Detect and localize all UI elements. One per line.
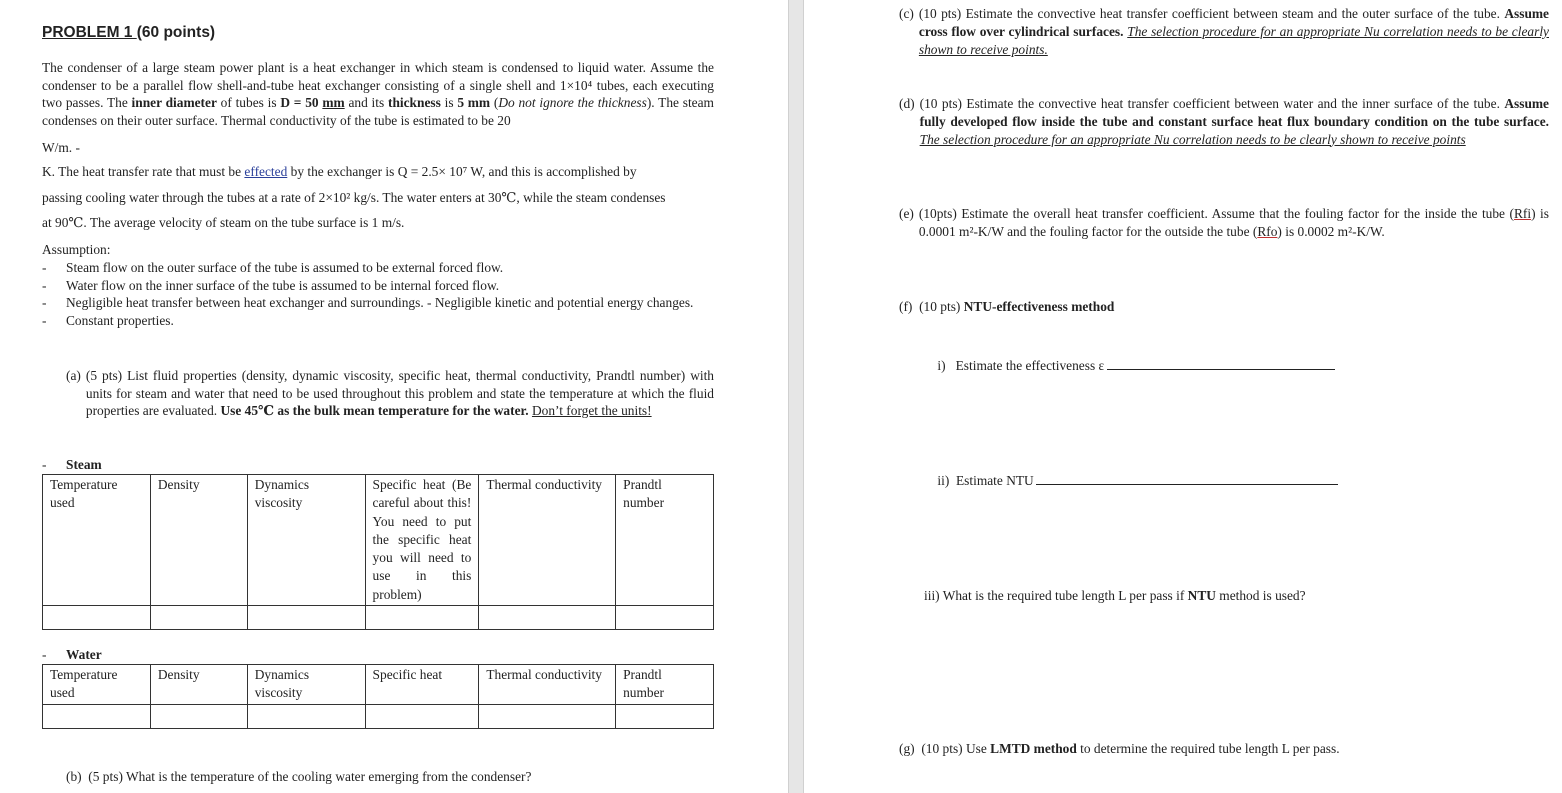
problem-label: PROBLEM 1	[42, 24, 137, 41]
flow-conditions	[42, 159, 714, 236]
water-header-cell: Density	[150, 665, 247, 705]
water-label-row	[42, 646, 102, 664]
part-e-text: ) is 0.0001 m²-K/W and the fouling factor for the outside the tube (	[918, 206, 1549, 239]
part-a	[66, 367, 714, 420]
intro-bold-thickness: thickness	[387, 95, 441, 110]
effectiveness-prompt: i) Estimate the effectiveness ε	[937, 357, 1105, 373]
steam-label: Steam	[66, 457, 102, 472]
part-a-text: (5 pts) List fluid properties (density, dynamic viscosity, specific heat, thermal conductivity, Prandtl number) with units for steam and water that need to be used throughout this problem and state the temperature at which the fluid properties are evaluated.	[85, 368, 714, 418]
part-f-label: (f)	[899, 299, 913, 314]
water-conductivity-cell[interactable]	[479, 704, 616, 728]
water-header-cell: Thermal conductivity	[479, 665, 616, 705]
steam-specific-heat-cell[interactable]	[365, 606, 479, 630]
part-b: (b) (5 pts) What is the temperature of the cooling water emerging from the condenser?	[66, 769, 532, 784]
flow-line-3: at 90℃. The average velocity of steam on the tube surface is 1 m/s.	[42, 215, 405, 230]
water-input-row[interactable]	[43, 704, 714, 728]
water-specific-heat-cell[interactable]	[365, 704, 479, 728]
part-a-label: (a)	[66, 368, 81, 383]
assumption-item	[42, 312, 714, 330]
water-properties-table	[42, 664, 714, 729]
part-g	[899, 740, 1340, 758]
intro-text: of tubes is	[216, 95, 281, 110]
part-f	[899, 298, 1114, 316]
assumption-list	[42, 259, 714, 329]
steam-temperature-cell[interactable]	[43, 606, 151, 630]
bullet-dash: -	[42, 295, 47, 310]
units-line: W/m. -	[42, 140, 80, 155]
steam-density-cell[interactable]	[150, 606, 247, 630]
steam-header-cell: Specific heat (Be careful about this! You need to put the specific heat you will need to use in this problem)	[365, 475, 479, 606]
intro-bold-mm: mm	[322, 95, 345, 110]
steam-viscosity-cell[interactable]	[247, 606, 365, 630]
part-d-text: (10 pts) Estimate the convective heat transfer coefficient between water and the inner surface of the tube.	[919, 96, 1505, 111]
flow-text: by the exchanger is Q = 2.5× 10⁷ W, and this is accomplished by	[287, 164, 637, 179]
part-f-iii-text: method is used?	[1215, 588, 1306, 603]
part-c	[899, 5, 1549, 58]
intro-text: is	[440, 95, 458, 110]
water-density-cell[interactable]	[150, 704, 247, 728]
part-c-text: (10 pts) Estimate the convective heat transfer coefficient between steam and the outer surface of the tube.	[918, 6, 1505, 21]
bullet-dash: -	[42, 277, 47, 293]
flow-word-effected: effected	[244, 164, 288, 179]
part-f-bold-title: NTU-effectiveness method	[963, 299, 1115, 314]
problem-intro	[42, 59, 714, 129]
steam-header-row	[43, 475, 714, 606]
steam-header-cell: Density	[150, 475, 247, 606]
part-d-bold-note: Assume fully developed flow inside the tube and constant surface heat flux boundary condition on the tube surface.	[919, 96, 1549, 129]
intro-bold-diameter: D = 50	[280, 95, 323, 110]
assumption-text: Constant properties.	[66, 312, 174, 328]
assumption-item	[42, 259, 714, 277]
steam-header-cell: Dynamics viscosity	[247, 475, 365, 606]
steam-conductivity-cell[interactable]	[479, 606, 616, 630]
part-f-ii	[924, 454, 1338, 507]
assumption-heading: Assumption:	[42, 242, 111, 257]
steam-label-row	[42, 456, 102, 474]
water-viscosity-cell[interactable]	[247, 704, 365, 728]
intro-bold-thickness-value: 5 mm	[457, 95, 491, 110]
part-f-text: (10 pts)	[919, 299, 964, 314]
part-g-bold: LMTD method	[990, 741, 1077, 756]
flow-text: K. The heat transfer rate that must be	[42, 164, 245, 179]
intro-text: (	[490, 95, 499, 110]
ntu-prompt: ii) Estimate NTU	[937, 472, 1034, 488]
part-f-iii	[924, 587, 1306, 605]
part-g-text: (10 pts) Use	[921, 741, 991, 756]
assumption-item	[42, 277, 714, 295]
flow-line-2: passing cooling water through the tubes at a rate of 2×10² kg/s. The water enters at 30℃, while the steam condenses	[42, 189, 666, 205]
water-prandtl-cell[interactable]	[616, 704, 714, 728]
intro-text: ). The steam condenses on their outer surface. Thermal conductivity of the tube is estimated to be 20	[42, 95, 714, 128]
fouling-factor-outside-symbol: Rfo	[1257, 223, 1278, 239]
intro-italic-note: Do not ignore the thickness	[498, 95, 647, 110]
intro-text: and its	[344, 95, 388, 110]
water-header-cell: Specific heat	[365, 665, 479, 705]
steam-properties-table	[42, 474, 714, 630]
part-d-label: (d)	[899, 96, 915, 111]
water-label: Water	[66, 647, 102, 662]
assumption-item	[42, 294, 714, 312]
part-c-label: (c)	[899, 6, 914, 21]
part-a-bold-note: Use 45℃ as the bulk mean temperature for the water.	[220, 403, 529, 418]
part-f-iii-bold: NTU	[1187, 588, 1216, 603]
part-e	[899, 205, 1549, 241]
bullet-dash: -	[42, 647, 47, 662]
steam-header-cell: Prandtl number	[616, 475, 714, 606]
water-header-cell: Temperature used	[43, 665, 151, 705]
steam-prandtl-cell[interactable]	[616, 606, 714, 630]
part-c-bold-note: Assume cross flow over cylindrical surfaces.	[918, 6, 1549, 39]
steam-input-row[interactable]	[43, 606, 714, 630]
part-f-i	[924, 339, 1335, 392]
steam-header-cell: Thermal conductivity	[479, 475, 616, 606]
part-d	[899, 95, 1549, 148]
part-e-text: ) is 0.0002 m²-K/W.	[1277, 223, 1385, 239]
part-g-label: (g)	[899, 741, 915, 756]
part-g-text: to determine the required tube length L per pass.	[1076, 741, 1340, 756]
part-e-label: (e)	[899, 206, 914, 221]
problem-title	[42, 24, 215, 42]
fouling-factor-inside-symbol: Rfi	[1513, 206, 1532, 221]
assumption-text: Negligible heat transfer between heat exchanger and surroundings. - Negligible kinetic and potential energy changes.	[66, 295, 694, 310]
water-header-row	[43, 665, 714, 705]
assumption-text: Water flow on the inner surface of the tube is assumed to be internal forced flow.	[66, 277, 500, 293]
right-page	[803, 0, 1562, 793]
problem-points: (60 points)	[136, 24, 216, 41]
part-c-italic-note: The selection procedure for an appropriate Nu correlation needs to be clearly shown to receive points.	[918, 23, 1549, 57]
bullet-dash: -	[42, 260, 47, 275]
bullet-dash: -	[42, 312, 47, 328]
assumption-text: Steam flow on the outer surface of the tube is assumed to be external forced flow.	[66, 260, 504, 275]
effectiveness-answer-blank[interactable]	[1107, 357, 1335, 370]
water-temperature-cell[interactable]	[43, 704, 151, 728]
ntu-answer-blank[interactable]	[1036, 472, 1338, 485]
intro-text: The condenser of a large steam power plant is a heat exchanger in which steam is condensed to liquid water. Assume the condenser to be a parallel flow shell-and-tube heat exchanger consisting of a single shell and 1×10⁴ tubes, each executing two passes. The	[42, 60, 714, 110]
water-header-cell: Dynamics viscosity	[247, 665, 365, 705]
bullet-dash: -	[42, 457, 47, 472]
steam-header-cell: Temperature used	[43, 475, 151, 606]
water-header-cell: Prandtl number	[616, 665, 714, 705]
part-d-italic-note: The selection procedure for an appropriate Nu correlation needs to be clearly shown to receive points	[919, 131, 1466, 147]
intro-bold-inner-diameter: inner diameter	[131, 95, 217, 110]
part-f-iii-text: iii) What is the required tube length L per pass if	[924, 588, 1188, 603]
flow-line-1	[42, 159, 714, 185]
part-a-units-note: Don’t forget the units!	[531, 403, 652, 418]
part-e-text: (10pts) Estimate the overall heat transfer coefficient. Assume that the fouling factor for the inside the tube (	[918, 206, 1514, 221]
